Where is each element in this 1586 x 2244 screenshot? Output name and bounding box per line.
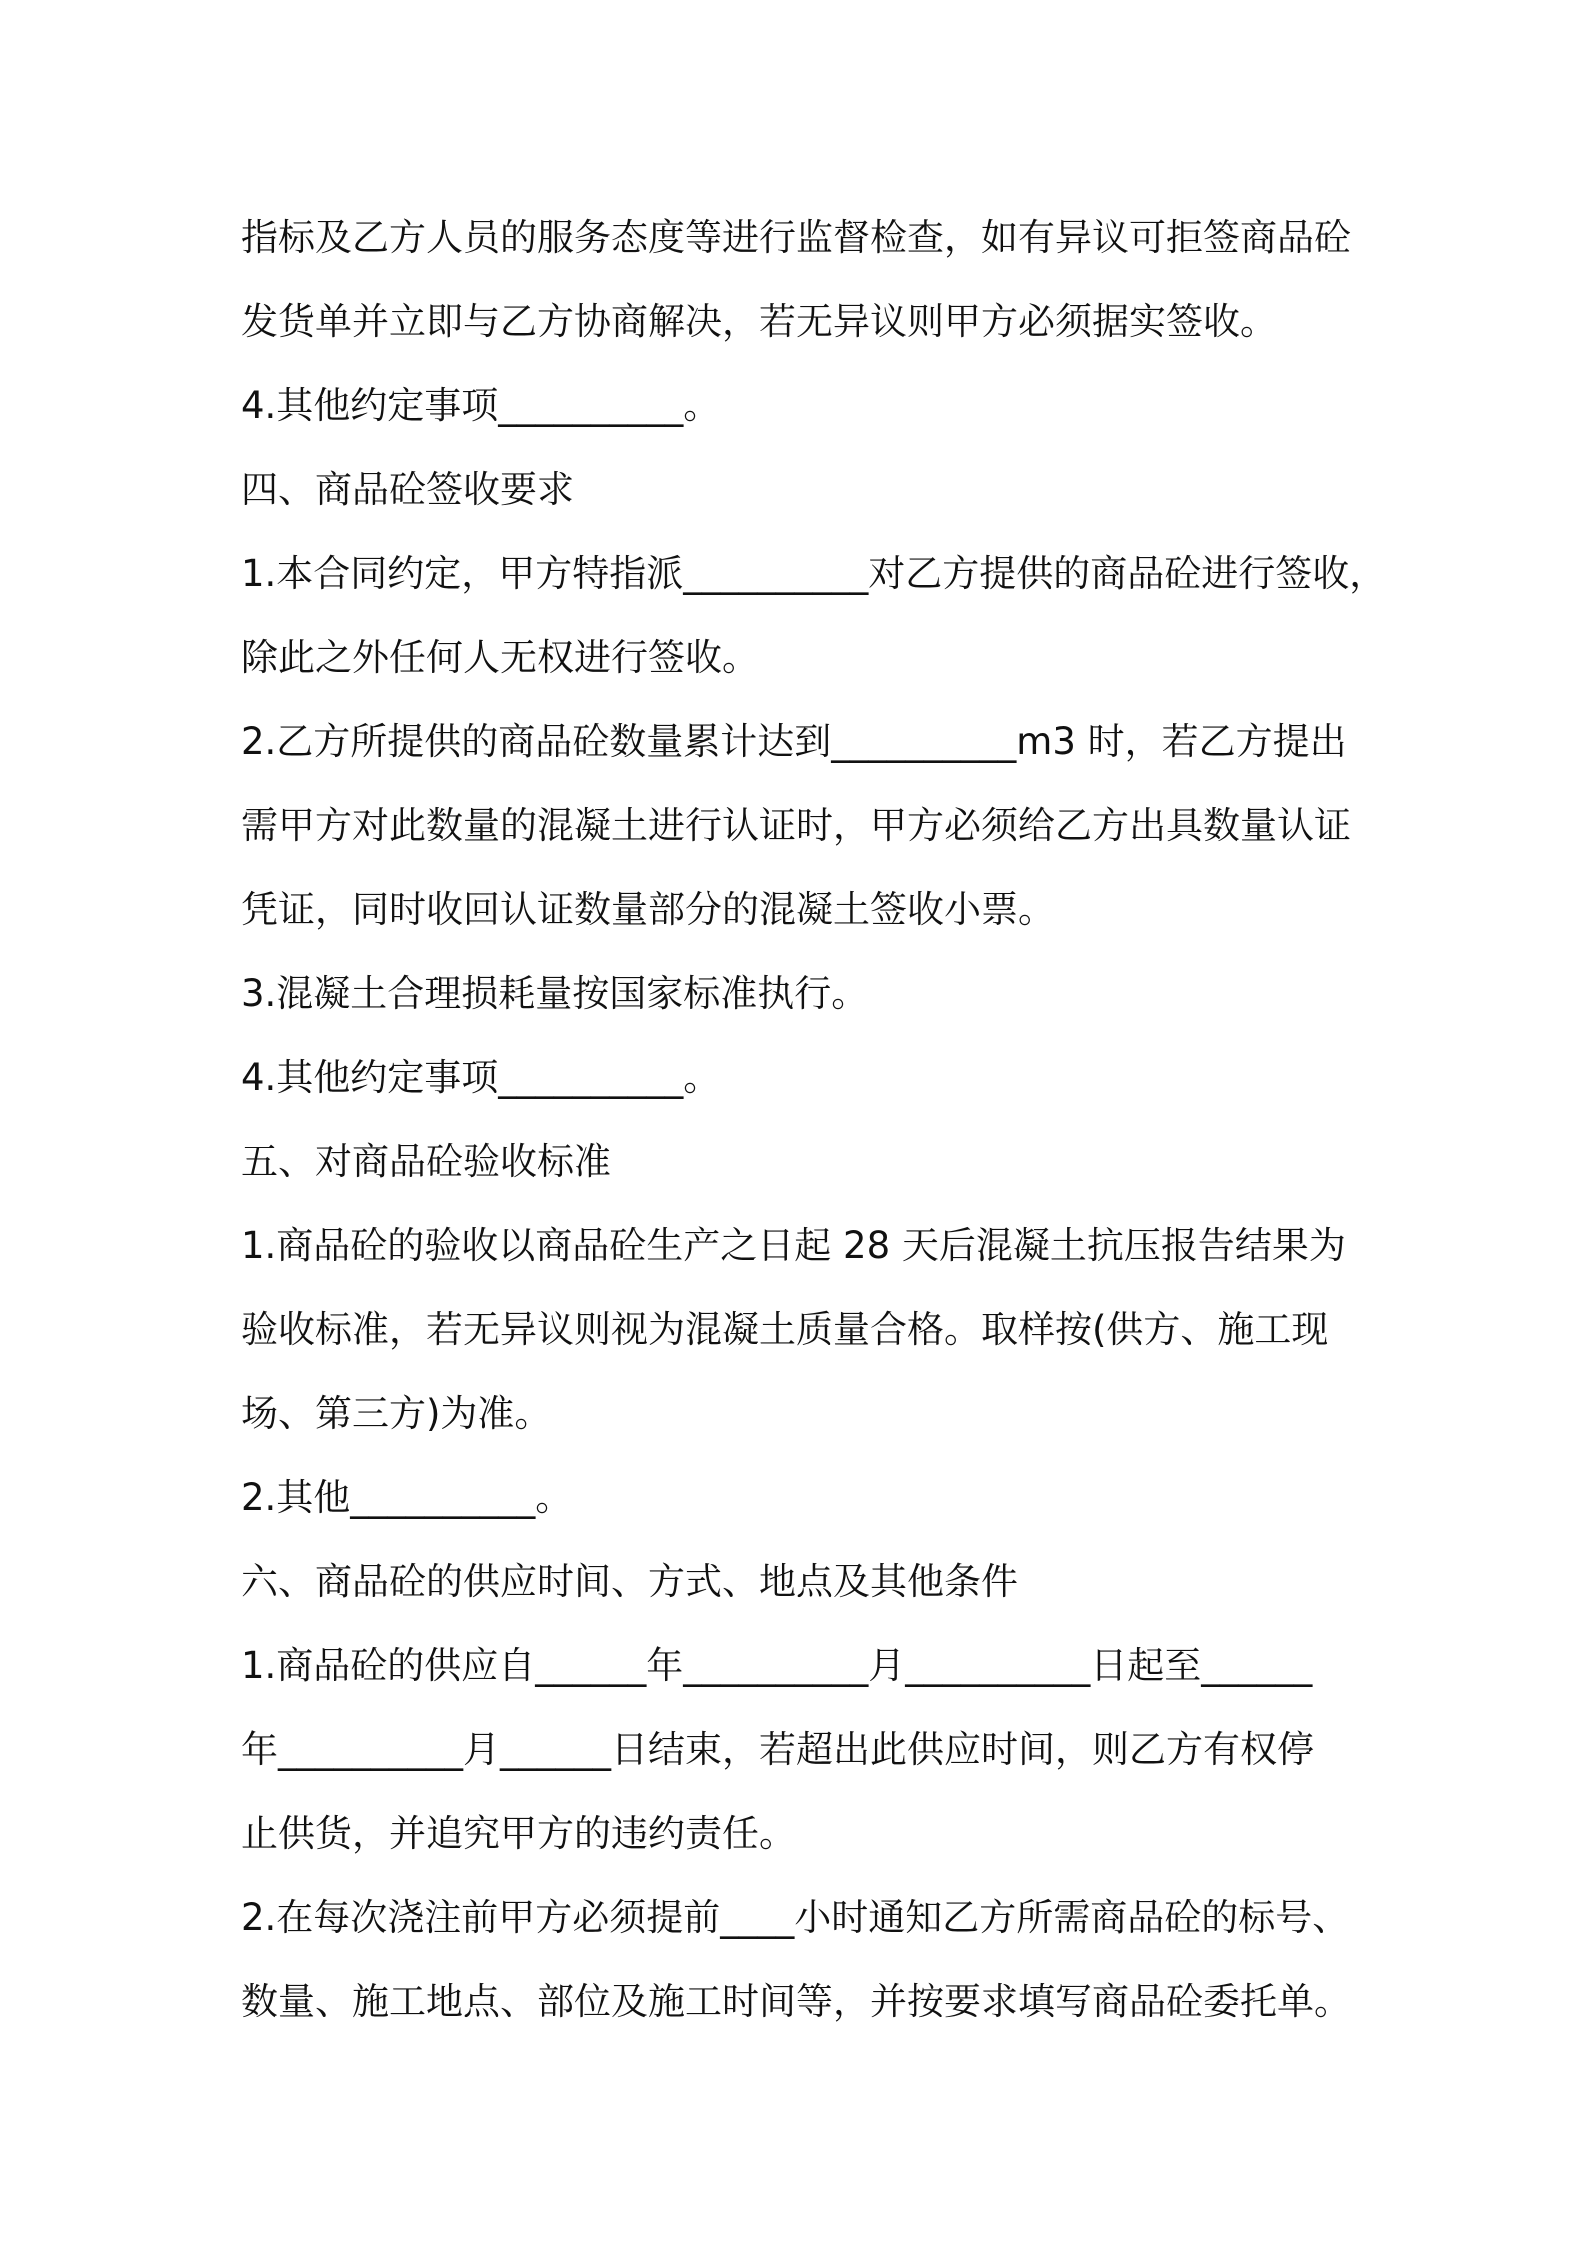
text-line: 凭证，同时收回认证数量部分的混凝土签收小票。 [241, 888, 1055, 931]
section-heading: 六、商品砼的供应时间、方式、地点及其他条件 [241, 1560, 1018, 1603]
text-line: 1.商品砼的验收以商品砼生产之日起 28 天后混凝土抗压报告结果为 [241, 1224, 1346, 1267]
text-line: 指标及乙方人员的服务态度等进行监督检查，如有异议可拒签商品砼 [241, 216, 1351, 259]
text-line: 2.其他__________。 [241, 1476, 573, 1519]
document-body [241, 196, 1387, 2044]
section-heading: 四、商品砼签收要求 [241, 468, 574, 511]
text-line: 4.其他约定事项__________。 [241, 384, 721, 427]
text-line: 2.在每次浇注前甲方必须提前____小时通知乙方所需商品砼的标号、 [241, 1896, 1350, 1939]
text-line: 需甲方对此数量的混凝土进行认证时，甲方必须给乙方出具数量认证 [241, 804, 1351, 847]
text-line: 数量、施工地点、部位及施工时间等，并按要求填写商品砼委托单。 [241, 1980, 1351, 2023]
text-line: 场、第三方)为准。 [241, 1392, 552, 1435]
text-line: 验收标准，若无异议则视为混凝土质量合格。取样按(供方、施工现 [241, 1308, 1329, 1351]
text-line: 3.混凝土合理损耗量按国家标准执行。 [241, 972, 869, 1015]
text-line: 4.其他约定事项__________。 [241, 1056, 721, 1099]
text-line: 年__________月______日结束，若超出此供应时间，则乙方有权停 [241, 1728, 1314, 1771]
section-heading: 五、对商品砼验收标准 [241, 1140, 611, 1183]
text-line: 除此之外任何人无权进行签收。 [241, 636, 759, 679]
text-line: 2.乙方所提供的商品砼数量累计达到__________m3 时，若乙方提出 [241, 720, 1347, 763]
text-line: 止供货，并追究甲方的违约责任。 [241, 1812, 796, 1855]
text-line: 1.本合同约定，甲方特指派__________对乙方提供的商品砼进行签收， [241, 552, 1387, 595]
text-line: 1.商品砼的供应自______年__________月__________日起至______ [241, 1644, 1313, 1687]
text-line: 发货单并立即与乙方协商解决，若无异议则甲方必须据实签收。 [241, 300, 1277, 343]
